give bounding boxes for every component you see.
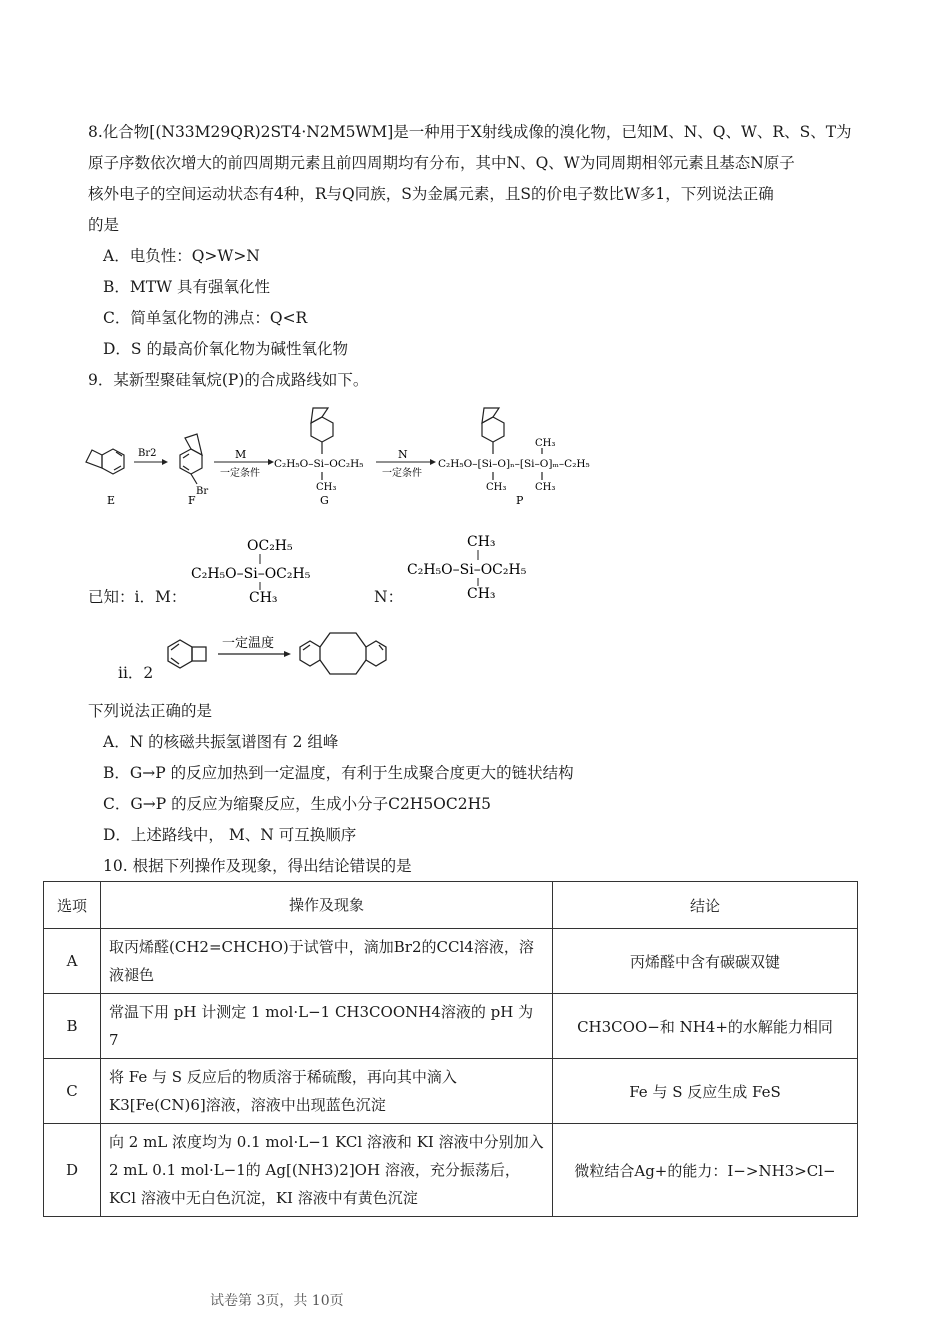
label-p: P [516,494,524,507]
q9-prompt: 下列说法正确的是 [88,702,213,720]
molecule-m [191,538,311,606]
condition-2: 一定条件 [382,468,422,479]
p-ch3-top: CH₃ [535,438,556,449]
m-ch3: CH₃ [249,590,278,606]
molecule-f [180,434,202,484]
q8-line2: 原子序数依次增大的前四周期元素且前四周期均有分布，其中N、Q、W为同周期相邻元素且基态N原子 [88,154,795,172]
m-oc2h5: OC₂H₅ [247,538,293,554]
page-footer: 试卷第 3页，共 10页 [210,1293,344,1309]
row-option: D [44,1124,101,1217]
molecule-g-formula: C₂H₅O–Si–OC₂H₅ [274,458,364,470]
synthesis-scheme [80,400,620,520]
label-e: E [107,494,116,507]
row-operation: 将 Fe 与 S 反应后的物质溶于稀硫酸，再向其中滴入 K3[Fe(CN)6]溶液，溶液中出现蓝色沉淀 [101,1059,553,1124]
known-n: N： [374,588,404,606]
q8-line4: 的是 [88,216,120,234]
temp-condition: 一定温度 [222,636,275,651]
label-f: F [188,494,196,507]
p-ch3-1: CH₃ [486,482,507,493]
q8-option-a: A．电负性：Q>W>N [103,247,260,265]
p-ch3-2: CH₃ [535,482,556,493]
table-header-row [44,882,858,929]
n-main: C₂H₅O–Si–OC₂H₅ [407,562,527,578]
condition-1: 一定条件 [220,468,260,479]
reagent-br2: Br2 [138,448,157,459]
q8-option-c: C．简单氢化物的沸点：Q<R [103,309,308,327]
row-conclusion: CH3COO−和 NH4+的水解能力相同 [553,994,858,1059]
q9-option-a: A．N 的核磁共振氢谱图有 2 组峰 [103,733,339,751]
row-conclusion: 丙烯醛中含有碳碳双键 [553,929,858,994]
header-conclusion: 结论 [553,882,858,929]
header-option: 选项 [44,882,101,929]
row-option: A [44,929,101,994]
g-ch3: CH₃ [316,482,337,493]
row-operation: 常温下用 pH 计测定 1 mol·L−1 CH3COONH4溶液的 pH 为 7 [101,994,553,1059]
q9-option-d: D．上述路线中， M、N 可互换顺序 [103,826,357,844]
n-ch3-bottom: CH₃ [467,586,496,602]
q10-table [43,881,858,1217]
n-ch3-top: CH₃ [467,534,496,550]
table-row [44,1124,858,1217]
row-operation: 取丙烯醛(CH2=CHCHO)于试管中，滴加Br2的CCl4溶液，溶液褪色 [101,929,553,994]
q8-option-d: D．S 的最高价氧化物为碱性氧化物 [103,340,348,358]
molecule-p-formula: C₂H₅O–[Si–O]ₙ–[Si–O]ₘ–C₂H₅ [438,458,590,470]
row-operation: 向 2 mL 浓度均为 0.1 mol·L−1 KCl 溶液和 KI 溶液中分别加入 2 mL 0.1 mol·L−1的 Ag[(NH3)2]OH 溶液，充分振荡后，KCl 溶液中无白色沉淀，KI 溶液中有黄色沉淀 [101,1124,553,1217]
known-i: 已知：i．M： [88,588,187,606]
label-br: Br [196,486,209,497]
label-g: G [320,494,329,507]
q8-line1: 8.化合物[(N33M29QR)2ST4·N2M5WM]是一种用于X射线成像的溴化物，已知M、N、Q、W、R、S、T为 [88,123,852,141]
q9-option-b: B．G→P 的反应加热到一定温度，有利于生成聚合度更大的链状结构 [103,764,574,782]
q8-option-b: B．MTW 具有强氧化性 [103,278,270,296]
header-operation: 操作及现象 [101,882,553,929]
dimerization-scheme [160,625,410,685]
m-main: C₂H₅O–Si–OC₂H₅ [191,566,311,582]
q9-stem: 9．某新型聚硅氧烷(P)的合成路线如下。 [88,371,369,389]
known-ii: ii．2 [118,664,154,682]
q10-stem: 10. 根据下列操作及现象，得出结论错误的是 [103,857,412,875]
q9-option-c: C．G→P 的反应为缩聚反应，生成小分子C2H5OC2H5 [103,795,491,813]
row-option: B [44,994,101,1059]
table-row [44,994,858,1059]
reagent-n: N [398,448,408,461]
molecule-e [86,449,124,474]
reagent-m: M [235,448,247,461]
row-option: C [44,1059,101,1124]
row-conclusion: Fe 与 S 反应生成 FeS [553,1059,858,1124]
row-conclusion: 微粒结合Ag+的能力：I−>NH3>Cl− [553,1124,858,1217]
molecule-n [407,534,527,602]
table-row [44,929,858,994]
table-row [44,1059,858,1124]
q8-line3: 核外电子的空间运动状态有4种，R与Q同族，S为金属元素，且S的价电子数比W多1，下列说法正确 [88,185,774,203]
